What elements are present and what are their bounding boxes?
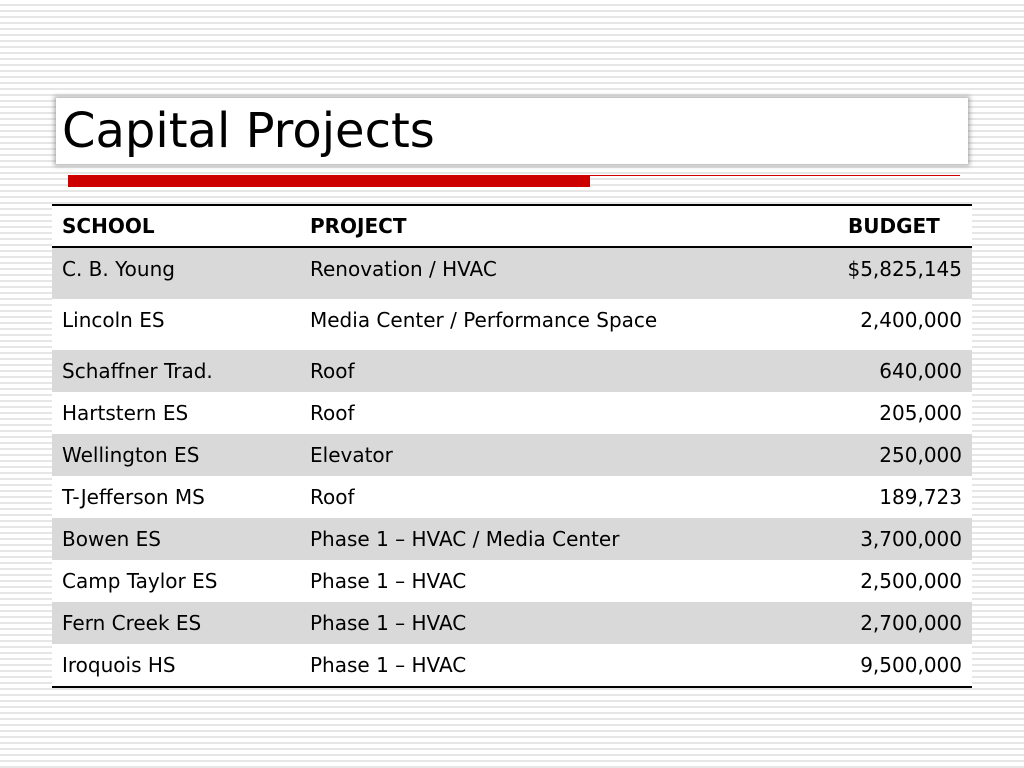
school-cell: Fern Creek ES: [52, 602, 300, 644]
budget-cell: 2,500,000: [860, 569, 962, 593]
project-cell: Roof: [300, 350, 760, 392]
school-cell: Lincoln ES: [62, 308, 165, 332]
school-cell: Schaffner Trad.: [52, 350, 300, 392]
budget-cell: 2,700,000: [760, 602, 972, 644]
project-cell: Renovation / HVAC: [300, 247, 760, 299]
school-cell: Hartstern ES: [62, 401, 189, 425]
school-cell: C. B. Young: [52, 247, 300, 299]
project-cell: Media Center / Performance Space: [310, 308, 658, 332]
budget-cell: 2,400,000: [860, 308, 962, 332]
table-row: [52, 560, 972, 602]
school-cell: Bowen ES: [52, 518, 300, 560]
column-header-budget: BUDGET: [848, 214, 940, 238]
projects-table: [52, 204, 972, 688]
budget-cell: 3,700,000: [760, 518, 972, 560]
accent-line: [590, 175, 960, 176]
table-row: [52, 476, 972, 518]
table-row: [52, 518, 972, 560]
project-cell: Roof: [310, 401, 355, 425]
budget-cell: $5,825,145: [760, 247, 972, 299]
table-header-row: [52, 205, 972, 247]
table-row: [52, 434, 972, 476]
project-cell: Elevator: [300, 434, 760, 476]
school-cell: T-Jefferson MS: [62, 485, 205, 509]
school-cell: Camp Taylor ES: [62, 569, 218, 593]
project-cell: Phase 1 – HVAC: [310, 653, 467, 677]
table-row: [52, 602, 972, 644]
budget-cell: 9,500,000: [860, 653, 962, 677]
school-cell: Wellington ES: [52, 434, 300, 476]
accent-bar: [68, 175, 590, 187]
budget-cell: 250,000: [760, 434, 972, 476]
table-row: [52, 299, 972, 350]
table-row: [52, 392, 972, 434]
project-cell: Phase 1 – HVAC: [300, 602, 760, 644]
table-row: [52, 644, 972, 687]
page-title: Capital Projects: [62, 103, 435, 159]
projects-table-container: [52, 204, 972, 688]
column-header-school: SCHOOL: [62, 214, 155, 238]
column-header-project: PROJECT: [310, 214, 407, 238]
school-cell: Iroquois HS: [62, 653, 176, 677]
project-cell: Phase 1 – HVAC / Media Center: [300, 518, 760, 560]
budget-cell: 640,000: [760, 350, 972, 392]
title-box: [56, 98, 968, 164]
project-cell: Roof: [310, 485, 355, 509]
table-row: [52, 247, 972, 299]
table-row: [52, 350, 972, 392]
project-cell: Phase 1 – HVAC: [310, 569, 467, 593]
budget-cell: 189,723: [879, 485, 962, 509]
budget-cell: 205,000: [879, 401, 962, 425]
